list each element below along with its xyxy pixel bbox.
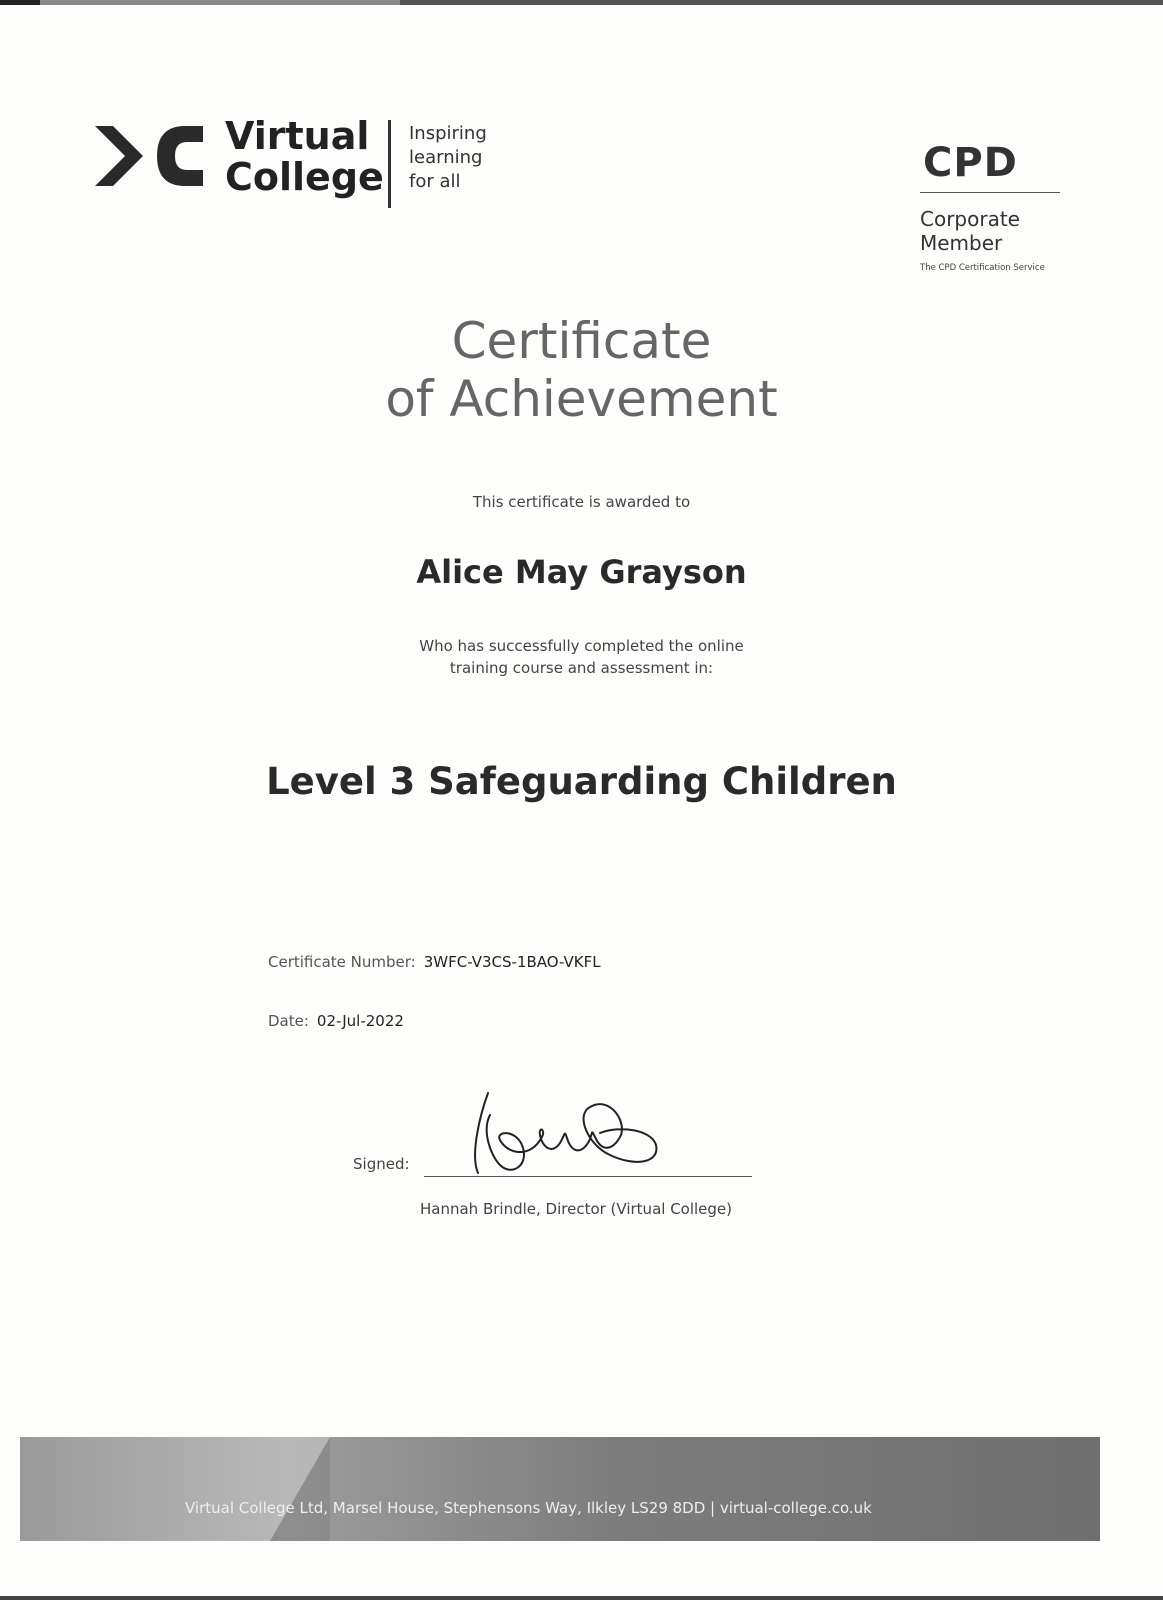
footer-address: Virtual College Ltd, Marsel House, Stephensons Way, Ilkley LS29 8DD | virtual-college.co.uk: [185, 1499, 872, 1517]
cpd-membership-badge: [920, 137, 1060, 273]
certificate-title-line2: of Achievement: [385, 370, 778, 428]
certificate-date-label: Date:: [268, 1012, 309, 1030]
footer-band: [20, 1437, 1100, 1541]
signed-label: Signed:: [353, 1155, 410, 1173]
cpd-logo-mark: CPD: [923, 140, 1018, 186]
certificate-date-row: [268, 1012, 404, 1030]
awarded-to-text: This certificate is awarded to: [472, 493, 691, 511]
cpd-divider: [920, 192, 1060, 193]
scan-edge-top: [0, 0, 1163, 5]
cpd-service-name: The CPD Certification Service: [920, 263, 1045, 273]
signature-line: [424, 1176, 752, 1177]
scan-edge-bottom: [0, 1596, 1163, 1600]
logo-tagline-line2: learning: [409, 147, 483, 168]
certificate-number-row: [268, 953, 601, 971]
handwritten-signature: [460, 1085, 680, 1185]
completion-line1: Who has successfully completed the online: [419, 637, 744, 655]
completion-statement: [0, 635, 1163, 679]
certificate-number-label: Certificate Number:: [268, 953, 416, 971]
logo-tagline-line1: Inspiring: [409, 123, 487, 144]
certificate-title: [0, 312, 1163, 428]
footer-shade: [330, 1437, 1100, 1541]
logo-tagline-line3: for all: [409, 171, 461, 192]
signatory-name: Hannah Brindle, Director (Virtual College): [420, 1200, 733, 1218]
cpd-membership-type: [920, 207, 1060, 255]
cpd-type-line1: Corporate: [920, 207, 1020, 231]
virtual-college-logo: [95, 110, 525, 215]
logo-name-line2: College: [225, 155, 384, 199]
certificate-number-value: 3WFC-V3CS-1BAO-VKFL: [423, 953, 601, 971]
cpd-type-line2: Member: [920, 231, 1003, 255]
logo-tagline: [409, 122, 487, 194]
certificate-title-line1: Certificate: [451, 312, 712, 370]
certificate-date-value: 02-Jul-2022: [316, 1012, 404, 1030]
logo-name-line1: Virtual: [225, 114, 370, 158]
vc-chevron-logo-icon: [95, 118, 215, 198]
logo-divider: [388, 120, 391, 208]
footer-slash: [270, 1437, 330, 1541]
course-title: Level 3 Safeguarding Children: [266, 760, 897, 803]
recipient-name: Alice May Grayson: [416, 553, 747, 591]
completion-line2: training course and assessment in:: [449, 659, 714, 677]
logo-name: [225, 116, 384, 198]
